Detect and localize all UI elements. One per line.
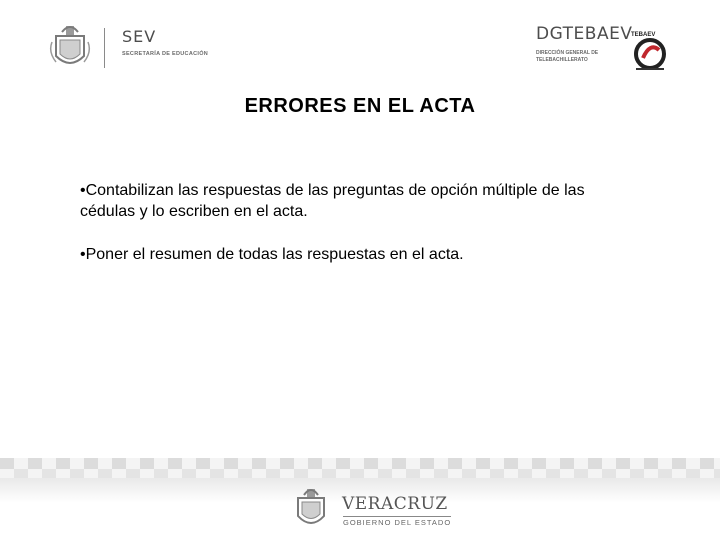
bullet-item: •Contabilizan las respuestas de las preguntas de opción múltiple de las cédulas y lo escriben en el acta. bbox=[80, 182, 585, 220]
dgtebaev-subtitle-line2: TELEBACHILLERATO bbox=[536, 57, 588, 63]
veracruz-crest-icon bbox=[48, 22, 92, 72]
dgtebaev-title: DGTEBAEV bbox=[536, 24, 633, 44]
slide-title: ERRORES EN EL ACTA bbox=[244, 95, 476, 117]
footer-tagline: GOBIERNO DEL ESTADO bbox=[343, 518, 452, 527]
veracruz-government-logo bbox=[292, 486, 452, 532]
sev-subtitle: SECRETARÍA DE EDUCACIÓN bbox=[122, 51, 209, 57]
dgtebaev-subtitle-line1: DIRECCIÓN GENERAL DE bbox=[536, 50, 599, 56]
dgtebaev-logo bbox=[530, 22, 680, 72]
footer-brand: VERACRUZ bbox=[342, 494, 448, 514]
slide-body bbox=[80, 180, 640, 287]
telebachillerato-emblem-icon bbox=[630, 28, 670, 72]
veracruz-crest-icon bbox=[292, 486, 330, 530]
tebaev-badge-text: TEBAEV bbox=[631, 32, 656, 38]
sev-logo bbox=[48, 22, 218, 72]
logo-divider bbox=[104, 28, 105, 68]
footer-decorative-band bbox=[0, 458, 720, 480]
bullet-item: •Poner el resumen de todas las respuestas en el acta. bbox=[80, 246, 464, 263]
sev-title: SEV bbox=[122, 27, 157, 46]
